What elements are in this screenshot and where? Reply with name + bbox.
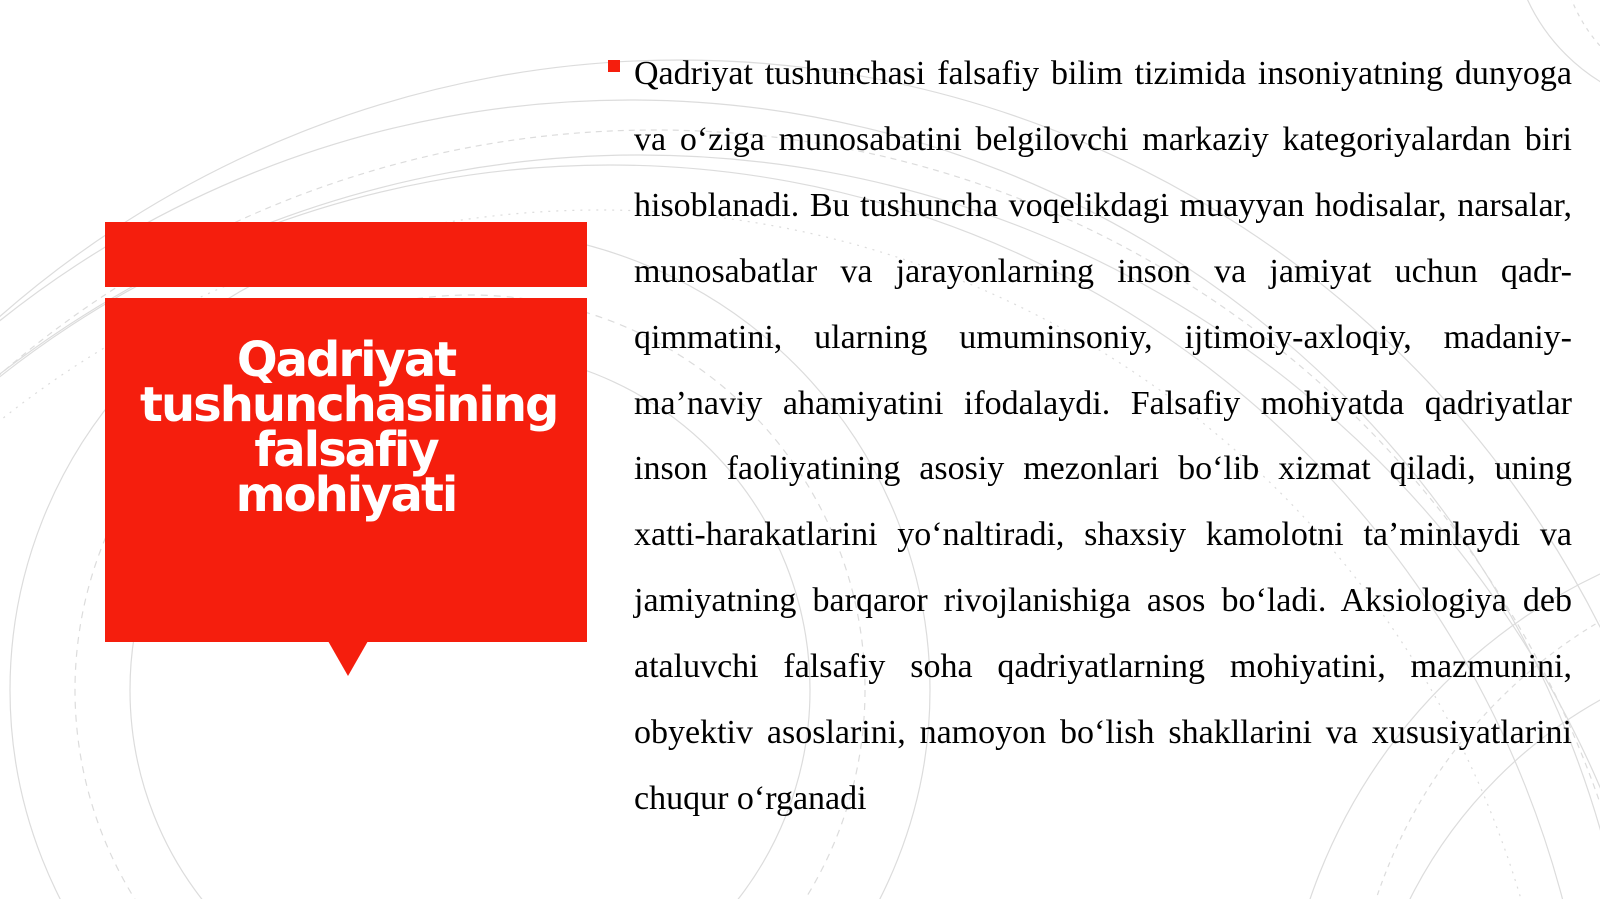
bullet-marker xyxy=(608,60,620,72)
slide-body-paragraph: Qadriyat tushunchasi falsafiy bilim tizimida insoniyatning dunyoga va o‘ziga munosabatini belgilovchi markaziy kategoriyalardan biri hisoblanadi. Bu tushuncha voqelikdagi muayyan hodisalar, narsalar, munosabatlar va jarayonlarning inson va jamiyat uchun qadr-qimmatini, ularning umuminsoniy, ijtimoiy-axloqiy, madaniy-ma’naviy ahamiyatini ifodalaydi. Falsafiy mohiyatda qadriyatlar inson faoliyatining asosiy mezonlari bo‘lib xizmat qiladi, uning xatti-harakatlarini yo‘naltiradi, shaxsiy kamolotni ta’minlaydi va jamiyatning barqaror rivojlanishiga asos bo‘ladi. Aksiologiya deb ataluvchi falsafiy soha qadriyatlarning mohiyatini, mazmunini, obyektiv asoslarini, namoyon bo‘lish shakllarini va xususiyatlarini chuqur o‘rganadi xyxy=(634,55,1572,817)
title-callout-pointer xyxy=(328,641,368,676)
slide-title: Qadriyat tushunchasining falsafiy mohiyati xyxy=(140,332,558,523)
title-accent-bar xyxy=(105,222,587,287)
